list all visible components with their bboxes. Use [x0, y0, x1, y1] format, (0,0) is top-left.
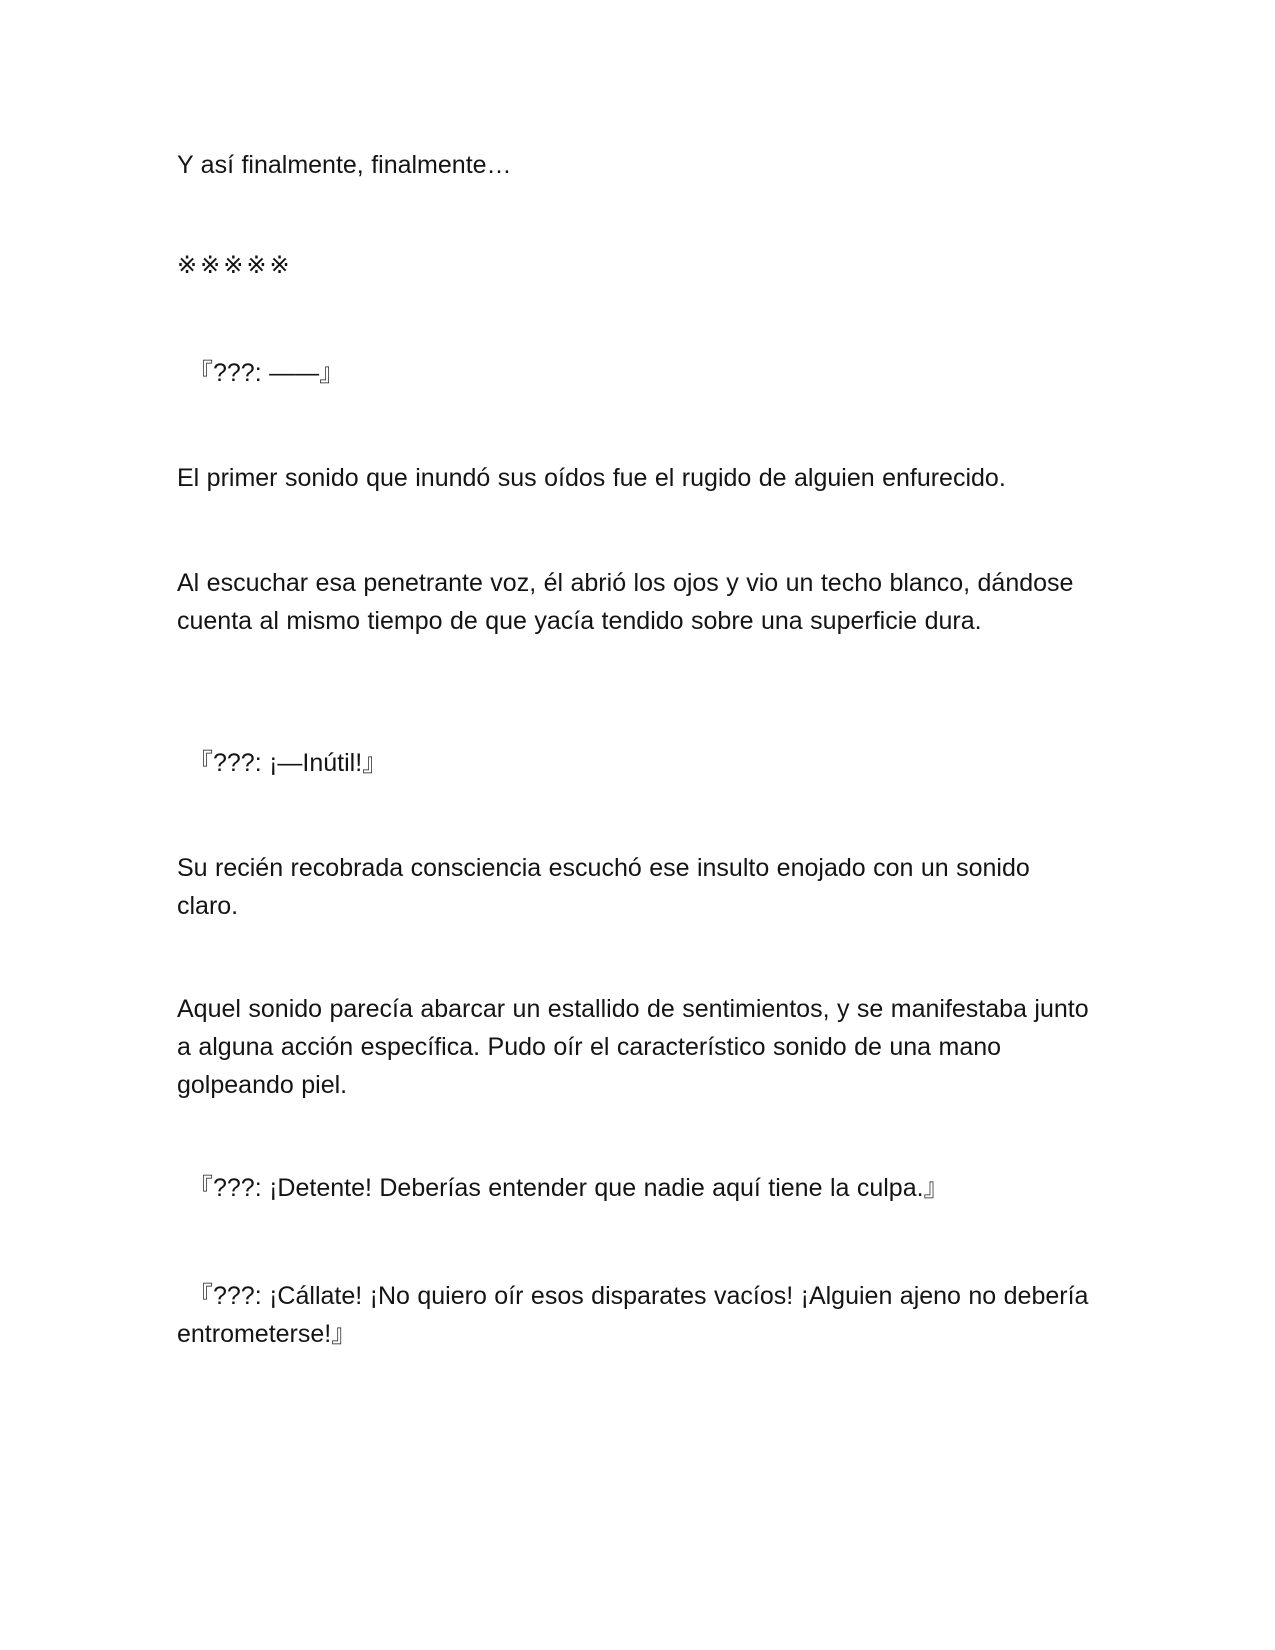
paragraph-intro: Y así finalmente, finalmente… — [177, 151, 512, 179]
dialogue-line-1: 『???: ——』 — [188, 359, 345, 387]
dialogue-line-3: 『???: ¡Detente! Deberías entender que nadie aquí tiene la culpa.』 — [188, 1174, 949, 1202]
paragraph-consciousness: Su recién recobrada consciencia escuchó ese insulto enojado con un sonido claro. — [177, 854, 1038, 920]
paragraph-first-sound: El primer sonido que inundó sus oídos fue el rugido de alguien enfurecido. — [177, 464, 1006, 492]
paragraph-white-ceiling: Al escuchar esa penetrante voz, él abrió los ojos y vio un techo blanco, dándose cuenta al mismo tiempo de que yacía tendido sobre una superficie dura. — [177, 569, 1081, 635]
dialogue-line-4: 『???: ¡Cállate! ¡No quiero oír esos disparates vacíos! ¡Alguien ajeno no debería entrometerse!』 — [177, 1282, 1096, 1348]
dialogue-line-2: 『???: ¡—Inútil!』 — [188, 749, 388, 777]
paragraph-outburst: Aquel sonido parecía abarcar un estallido de sentimientos, y se manifestaba junto a alguna acción específica. Pudo oír el característico sonido de una mano golpeando piel. — [177, 995, 1097, 1099]
scene-separator: ※※※※※ — [177, 251, 293, 279]
